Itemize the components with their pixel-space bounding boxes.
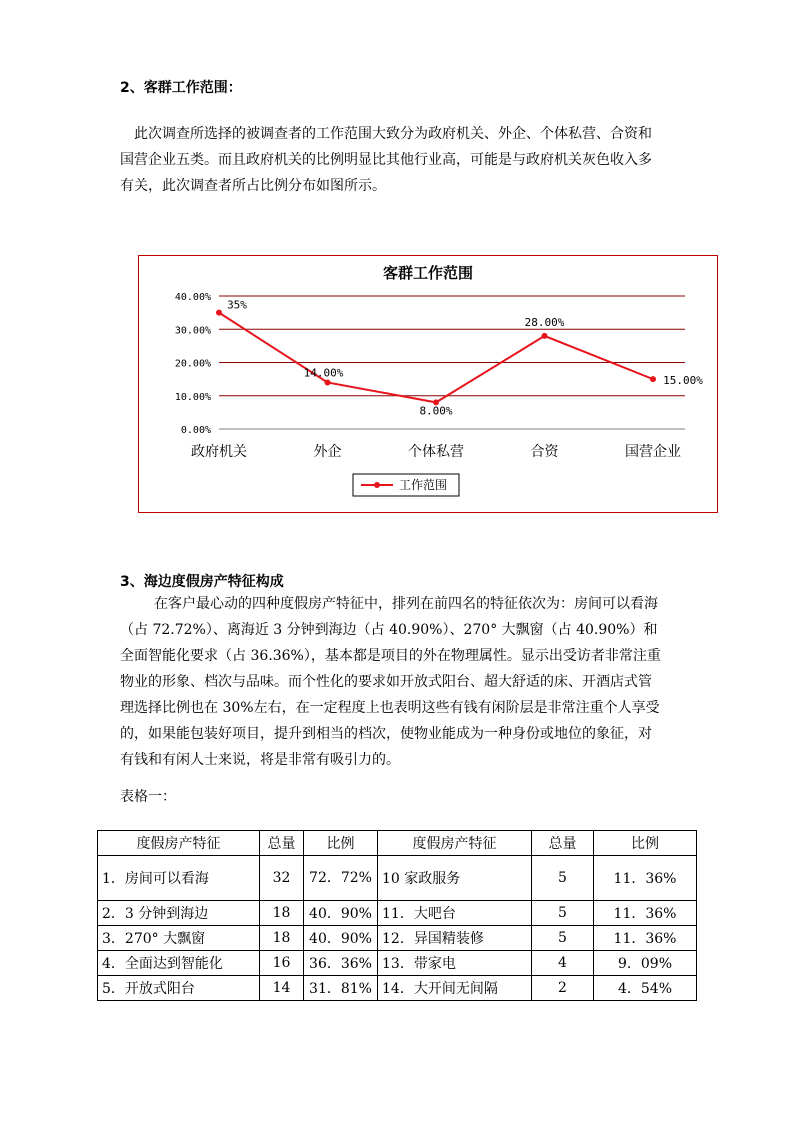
- table-header: 比例: [594, 831, 697, 856]
- y-tick-label: 0.00%: [180, 425, 211, 436]
- data-label: 8.00%: [419, 404, 453, 418]
- table-caption: 表格一：: [120, 789, 176, 805]
- line-chart: [138, 255, 718, 513]
- table-cell: 5: [532, 901, 594, 926]
- table-cell: 11．36%: [594, 901, 697, 926]
- table-cell: 14: [260, 976, 304, 1001]
- paragraph-line: 有关，此次调查者所占比例分布如图所示。: [120, 178, 386, 194]
- table-header-row: [98, 831, 697, 856]
- table-cell: 18: [260, 926, 304, 951]
- y-tick-label: 20.00%: [174, 358, 211, 370]
- table-cell: 2: [532, 976, 594, 1001]
- data-point: [325, 379, 331, 385]
- table-cell: 31．81%: [304, 976, 378, 1001]
- table-header: 度假房产特征: [378, 831, 532, 856]
- table-cell: 11．36%: [594, 856, 697, 901]
- table-cell: 10 家政服务: [378, 856, 532, 901]
- table-cell: 11．大吧台: [378, 901, 532, 926]
- table-cell: 72．72%: [304, 856, 378, 901]
- data-label: 35%: [227, 298, 247, 312]
- table-cell: 1．房间可以看海: [98, 856, 260, 901]
- table-header: 总量: [260, 831, 304, 856]
- table-header: 度假房产特征: [98, 831, 260, 856]
- paragraph-line: 的，如果能包装好项目，提升到相当的档次，使物业能成为一种身份或地位的象征，对: [120, 726, 652, 742]
- features-table: [97, 830, 697, 1001]
- data-point: [542, 333, 548, 339]
- paragraph-line: 在客户最心动的四种度假房产特征中，排列在前四名的特征依次为：房间可以看海: [154, 596, 658, 612]
- table-cell: 13．带家电: [378, 951, 532, 976]
- y-tick-label: 40.00%: [174, 292, 211, 303]
- table-cell: 40．90%: [304, 926, 378, 951]
- series-line: [219, 313, 653, 403]
- table-cell: 4: [532, 951, 594, 976]
- chart-title: 客群工作范围: [382, 264, 474, 282]
- table-row: [98, 976, 697, 1001]
- table-cell: 9．09%: [594, 951, 697, 976]
- paragraph-line: 全面智能化要求（占 36.36%），基本都是项目的外在物理属性。显示出受访者非常注重: [120, 648, 661, 664]
- section2-paragraph: [120, 121, 740, 199]
- data-label: 15.00%: [663, 374, 703, 388]
- paragraph-line: 物业的形象、档次与品味。而个性化的要求如开放式阳台、超大舒适的床、开酒店式管: [120, 674, 652, 690]
- table-cell: 5: [532, 856, 594, 901]
- y-tick-label: 30.00%: [174, 325, 211, 337]
- table-header: 总量: [532, 831, 594, 856]
- table-cell: 40．90%: [304, 901, 378, 926]
- table-cell: 4．全面达到智能化: [98, 951, 260, 976]
- section2-heading: 2、客群工作范围：: [120, 80, 242, 96]
- table-cell: 3．270° 大飘窗: [98, 926, 260, 951]
- legend-label: 工作范围: [399, 478, 448, 492]
- table-row: [98, 926, 697, 951]
- table-row: [98, 901, 697, 926]
- y-tick-label: 10.00%: [174, 391, 211, 403]
- table-cell: 4．54%: [594, 976, 697, 1001]
- x-tick-label: 合资: [530, 444, 559, 460]
- paragraph-line: 此次调查所选择的被调查者的工作范围大致分为政府机关、外企、个体私营、合资和: [134, 126, 652, 142]
- table-cell: 16: [260, 951, 304, 976]
- x-tick-label: 国营企业: [625, 444, 681, 460]
- table-cell: 36．36%: [304, 951, 378, 976]
- paragraph-line: （占 72.72%）、离海近 3 分钟到海边（占 40.90%）、270° 大飘窗（占 40.90%）和: [120, 622, 658, 638]
- chart-canvas: [139, 256, 717, 512]
- data-label: 14.00%: [303, 366, 344, 380]
- table-header: 比例: [304, 831, 378, 856]
- table-cell: 5．开放式阳台: [98, 976, 260, 1001]
- table-row: [98, 856, 697, 901]
- section3-heading: 3、海边度假房产特征构成: [120, 574, 284, 590]
- data-point: [650, 376, 656, 382]
- legend-marker: [374, 482, 380, 488]
- paragraph-line: 有钱和有闲人士来说，将是非常有吸引力的。: [120, 752, 400, 768]
- table-cell: 12．异国精装修: [378, 926, 532, 951]
- table-cell: 11．36%: [594, 926, 697, 951]
- table-cell: 2．3 分钟到海边: [98, 901, 260, 926]
- table-cell: 32: [260, 856, 304, 901]
- section3-paragraph: [120, 591, 740, 773]
- data-point: [216, 310, 222, 316]
- x-tick-label: 政府机关: [191, 444, 247, 460]
- table-row: [98, 951, 697, 976]
- table-cell: 18: [260, 901, 304, 926]
- x-tick-label: 个体私营: [408, 444, 464, 460]
- x-tick-label: 外企: [313, 444, 342, 460]
- paragraph-line: 国营企业五类。而且政府机关的比例明显比其他行业高，可能是与政府机关灰色收入多: [120, 152, 652, 168]
- data-label: 28.00%: [524, 315, 565, 329]
- table-cell: 5: [532, 926, 594, 951]
- table-cell: 14．大开间无间隔: [378, 976, 532, 1001]
- paragraph-line: 理选择比例也在 30%左右，在一定程度上也表明这些有钱有闲阶层是非常注重个人享受: [120, 700, 660, 716]
